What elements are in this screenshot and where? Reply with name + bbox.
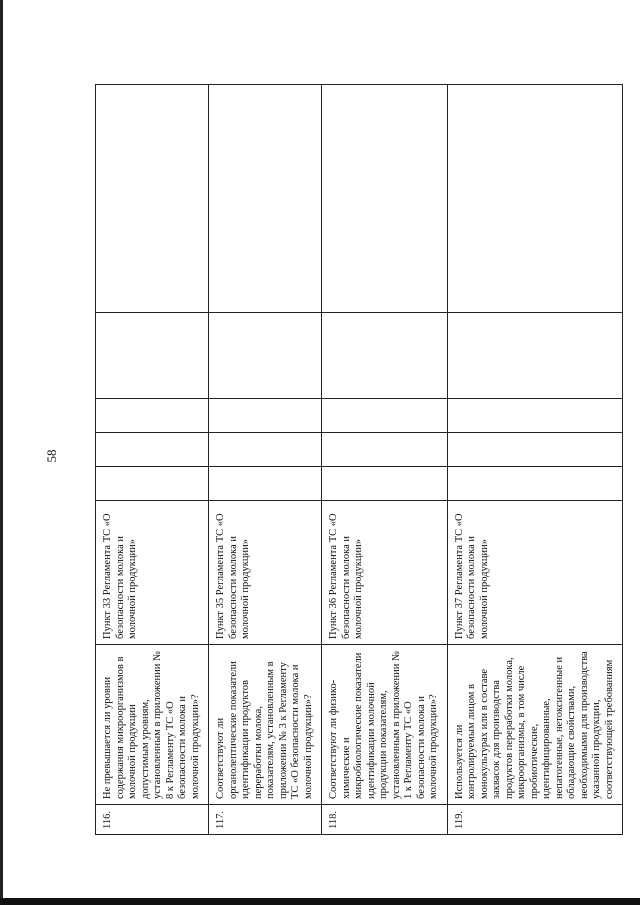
answer-cell [322,399,448,433]
answer-cell [447,313,623,399]
note-cell [322,85,448,313]
scan-edge [0,0,3,905]
answer-cell [96,399,209,433]
answer-cell [209,467,322,501]
reference-cell: Пункт 37 Регламента ТС «О безопасности молока и молочной продукции» [447,501,623,645]
row-number: 117. [209,805,322,835]
table-row [96,85,209,835]
answer-cell [96,433,209,467]
note-cell [209,85,322,313]
table-row [209,85,322,835]
table-row [447,85,623,835]
row-number: 116. [96,805,209,835]
answer-cell [209,399,322,433]
answer-cell [447,399,623,433]
answer-cell [322,433,448,467]
note-cell [447,85,623,313]
question-cell: Не превышается ли уровни содержания микроорганизмов в молочной продукции допустимым уровням, установленным в приложении № 8 к Регламенту ТС «О безопасности молока и молочной продукции»? [96,645,209,805]
reference-cell: Пункт 35 Регламента ТС «О безопасности молока и молочной продукции» [209,501,322,645]
page-number: 58 [44,449,59,463]
answer-cell [209,433,322,467]
reference-cell: Пункт 36 Регламента ТС «О безопасности молока и молочной продукции» [322,501,448,645]
question-cell: Соответствуют ли физико-химические и микробиологические показатели идентификации молочной продукции показателям, установленным в приложении № 1 к Регламенту ТС «О безопасности молока и молочной продукции»? [322,645,448,805]
answer-cell [447,467,623,501]
answer-cell [209,313,322,399]
scan-edge-bottom [0,898,640,905]
rotated-table-container [95,85,615,835]
table-row [322,85,448,835]
answer-cell [447,433,623,467]
row-number: 119. [447,805,623,835]
note-cell [96,85,209,313]
row-number: 118. [322,805,448,835]
reference-cell: Пункт 33 Регламента ТС «О безопасности молока и молочной продукции» [96,501,209,645]
answer-cell [322,467,448,501]
checklist-table [95,84,623,835]
question-cell: Используется ли контролируемым лицом в монокультурах или в составе заквасок для производства продуктов переработки молока, микроорганизмы, в том числе пробиотические, идентифицированные, непатогенные, нетоксигенные и обладающие свойствами, необходимыми для производства указанной продукции, соответствующей требованиям [447,645,623,805]
question-cell: Соответствуют ли органолептические показатели идентификации продуктов переработки молока, показателям, установленным в приложении № 3 к Регламенту ТС «О безопасности молока и молочной продукции»? [209,645,322,805]
answer-cell [322,313,448,399]
answer-cell [96,467,209,501]
answer-cell [96,313,209,399]
